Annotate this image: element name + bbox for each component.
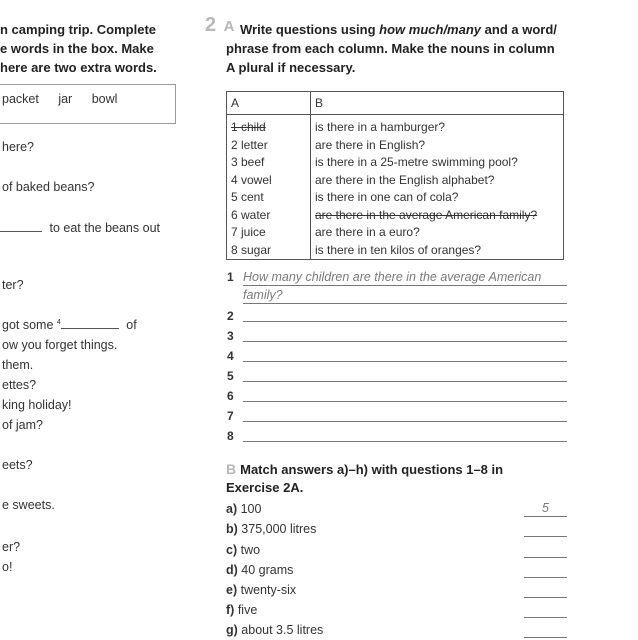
- exercise-2b-instruction-line-1: B Match answers a)–h) with questions 1–8 in: [226, 461, 504, 477]
- answer-line[interactable]: [243, 441, 567, 442]
- left-fragment: ter?: [2, 278, 24, 292]
- answer-blank[interactable]: [0, 231, 42, 232]
- answer-line[interactable]: [243, 303, 567, 304]
- match-answer-line[interactable]: [524, 577, 567, 578]
- answer-line[interactable]: [243, 361, 567, 362]
- word-box-item: bowl: [91, 92, 118, 106]
- question-number: 2: [227, 309, 234, 323]
- match-item: c) two: [226, 543, 261, 557]
- exercise-2b-instruction-line-2: Exercise 2A.: [226, 480, 304, 495]
- answer-1-line-2: family?: [243, 288, 283, 302]
- left-fragment: of baked beans?: [2, 180, 95, 194]
- match-answer: 5: [542, 501, 549, 515]
- match-item: f) five: [226, 603, 258, 617]
- exercise-2a-instruction-line-1: Write questions using how much/many and a word/: [240, 22, 557, 37]
- exercise-letter: B: [226, 461, 237, 477]
- table-header-row: [227, 92, 564, 115]
- word-box: [0, 84, 176, 124]
- left-fragment: er?: [2, 540, 21, 554]
- question-number: 5: [227, 369, 234, 383]
- match-answer-line[interactable]: [524, 536, 567, 537]
- match-answer-line[interactable]: [524, 516, 567, 517]
- word-box-item: jar: [58, 92, 73, 106]
- question-number: 4: [227, 349, 234, 363]
- table-row: [227, 115, 564, 260]
- left-instruction-line-3: here are two extra words.: [0, 60, 157, 75]
- answer-line[interactable]: [243, 341, 567, 342]
- answer-line[interactable]: [243, 321, 567, 322]
- left-fragment: ettes?: [2, 378, 37, 392]
- answer-line[interactable]: [243, 285, 567, 286]
- exercise-number: 2: [205, 14, 217, 36]
- answer-line[interactable]: [243, 421, 567, 422]
- match-answer-line[interactable]: [524, 617, 567, 618]
- answer-line[interactable]: [243, 381, 567, 382]
- left-instruction-line-1: n camping trip. Complete: [0, 22, 157, 37]
- exercise-letter: A: [223, 18, 235, 35]
- left-fragment: e sweets.: [2, 498, 55, 512]
- answer-1-line-1: How many children are there in the average American: [243, 270, 542, 284]
- word-columns-table: [226, 91, 564, 260]
- left-fragment: king holiday!: [2, 398, 72, 412]
- left-instruction-line-2: e words in the box. Make: [0, 41, 154, 56]
- question-number: 7: [227, 409, 234, 423]
- answer-blank[interactable]: [61, 328, 119, 329]
- left-fragment-with-blank: got some $^4$ of: [2, 318, 137, 332]
- question-number: 3: [227, 329, 234, 343]
- column-a-cell: 1 child 2 letter 3 beef 4 vowel 5 cent 6 water 7 juice 8 sugar: [227, 115, 311, 260]
- exercise-2a-instruction-line-3: A plural if necessary.: [226, 60, 356, 75]
- question-number: 6: [227, 389, 234, 403]
- exercise-2a-instruction-line-2: phrase from each column. Make the nouns in column: [226, 41, 555, 56]
- question-number: 1: [227, 270, 234, 284]
- left-fragment: them.: [2, 358, 34, 372]
- left-fragment: ow you forget things.: [2, 338, 118, 352]
- match-item: e) twenty-six: [226, 583, 297, 597]
- match-answer-line[interactable]: [524, 637, 567, 638]
- match-answer-line[interactable]: [524, 557, 567, 558]
- left-fragment: o!: [2, 560, 13, 574]
- left-fragment: eets?: [2, 458, 33, 472]
- match-item: d) 40 grams: [226, 563, 294, 577]
- answer-line[interactable]: [243, 401, 567, 402]
- question-number: 8: [227, 429, 234, 443]
- column-b-cell: is there in a hamburger? are there in English? is there in a 25-metre swimming pool? are there in the English alphabet? is there in one can of cola? are there in the average American family? are there in a euro? is there in ten kilos of oranges?: [311, 115, 564, 260]
- left-fragment: of jam?: [2, 418, 43, 432]
- left-fragment-with-blank: to eat the beans out: [0, 221, 160, 235]
- match-item: b) 375,000 litres: [226, 522, 317, 536]
- word-box-item: packet: [2, 92, 39, 106]
- match-answer-line[interactable]: [524, 597, 567, 598]
- column-a-header: A: [227, 92, 311, 115]
- match-item: a) 100: [226, 502, 262, 516]
- exercise-2a-heading: [205, 14, 234, 37]
- column-b-header: B: [311, 92, 564, 115]
- match-item: g) about 3.5 litres: [226, 623, 324, 637]
- left-fragment: here?: [2, 140, 34, 154]
